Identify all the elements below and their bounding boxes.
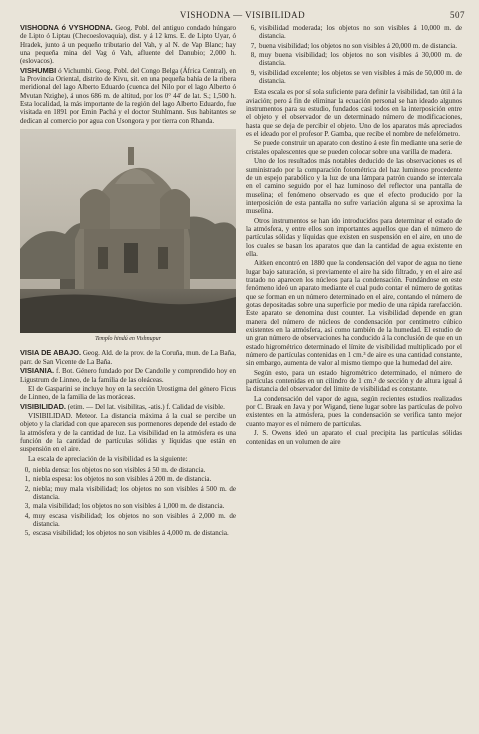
right-column — [246, 24, 462, 539]
entry-visiania: VISIANIA. f. Bot. Género fundado por De Candolle y comprendido hoy en Ligustrum de Linneo, de la familia de las oleáceas. — [20, 366, 236, 384]
temple-illustration — [20, 129, 236, 333]
scale-intro: La escala de apreciación de la visibilidad es la siguiente: — [28, 454, 188, 463]
scale-item: 3, mala visibilidad; los objetos no son visibles á 1,000 m. de distancia. — [24, 502, 225, 511]
running-title: VISHODNA — VISIBILIDAD — [179, 10, 306, 20]
paragraph: Esta escala es por sí sola suficiente para definir la visibilidad, tan útil á la aviación; pero á fin de eliminar la ecuación personal se han ideado algunos instrumentos para su estudio, fundados casi todos en la interposición entre el objeto y el observador de un determinado número de modificaciones, hasta que se deja de percibir el objeto. Uno de los aparatos más apreciados es el ideado por el profesor P. Gamba, que recibe el nombre de nefelómetro. — [246, 88, 462, 139]
entry-vishodna: VISHODNA ó VYSHODNA. Geog. Pobl. del antiguo condado húngaro de Lipto ó Liptau (Checoeslovaquia), dist. y á 12 kms. E. de Lipto Uyar, ó Hradek, junto á un pequeño tributario del Vah, y al N. de Vap Blanc; hay una pequeña mina del Vag ó Vah, afluente del Danubio; 2,000 h. (eslovacos). — [20, 23, 237, 66]
scale-item: 8, muy buena visibilidad; los objetos no son visibles á 30,000 m. de distancia. — [250, 51, 462, 68]
entry-vishumbi: VISHUMBI ó Vichumbi. Geog. Pobl. del Congo Belga (África Central), en la Provincia Oriental, distrito de Kivu, sit. en una pequeña bahía de la ribera meridional del lago Alberto Eduardo (cuenca del Nilo por el lago Alberto ó Mvutan Nzighe), á unos 686 m. de altitud, por los 0° 44′ de lat. S.; 1,500 h. Esta localidad, la más importante de la región del lago Alberto Eduardo, fue visitada en 1891 por Emin Pachá y el doctor Stuhlmann. Sus habitantes se dedican al comercio por agua con Usongora y por tierra con Rhanda. — [20, 65, 236, 125]
page-header — [20, 10, 465, 22]
paragraph: Uno de los resultados más notables deducido de las observaciones es el suministrado por la comparación fotométrica del haz luminoso procedente de un espejo parabólico y la luz de una lámpara patrón cuando se intercala en el camino seguido por el haz luminoso del reflector una pantalla de muselina; el fenómeno observado es que el efecto producido por la interposición de esta pantalla no sufre variación alguna si se aproxima la muselina. — [246, 157, 462, 216]
scale-item: 6, visibilidad moderada; los objetos no son visibles á 10,000 m. de distancia. — [250, 24, 462, 41]
visibility-scale-left — [20, 466, 236, 538]
temple-photo — [20, 129, 236, 333]
scale-item: 2, niebla; muy mala visibilidad; los objetos no son visibles á 500 m. de distancia. — [24, 484, 236, 501]
paragraph: Otros instrumentos se han ido introducidos para determinar el estado de la atmósfera, y entre ellos son importantes aquellos que dan el número de partículas sólidas y líquidas que existen en suspensión en el aire, en uno de los cuales se basan los aparatos que dan la cantidad de agua existente en ella. — [246, 216, 462, 258]
scale-item: 1, niebla espesa: los objetos no son visibles á 200 m. de distancia. — [24, 475, 212, 484]
entry-visia: VISIA DE ABAJO. Geog. Ald. de la prov. de la Coruña, mun. de La Baña, parr. de San Vicente de La Baña. — [20, 348, 236, 366]
entry-visibilidad: VISIBILIDAD. (etim. — Del lat. visibilitas, -atis.) f. Calidad de visible. — [20, 401, 225, 411]
paragraph: Según esto, para un estado higrométrico determinado, el número de partículas contenidas en un cilindro de 1 cm.² de sección y de altura igual á la distancia del observador del límite de visibilidad es constante. — [246, 368, 462, 394]
scale-item: 5, escasa visibilidad; los objetos no son visibles á 4,000 m. de distancia. — [24, 529, 229, 538]
paragraph: La condensación del vapor de agua, según recientes estudios realizados por C. Braak en Java y por Wigand, tiene lugar sobre las partículas de polvo existentes en la atmósfera, pues la condensación se verifica tanto mejor cuanto mayor es el número de partículas. — [246, 394, 462, 428]
scale-item: 9, visibilidad excelente; los objetos se ven visibles á más de 50,000 m. de distancia. — [250, 68, 462, 86]
page-number: 507 — [450, 10, 465, 20]
paragraph: Se puede construir un aparato con destino á este fin mediante una serie de cristales opalescentes que se pueden colocar sobre una varilla de madera. — [246, 139, 463, 156]
left-column — [20, 24, 236, 539]
scale-item: 0, niebla densa: los objetos no son visibles á 50 m. de distancia. — [24, 465, 206, 474]
scale-item: 4, muy escasa visibilidad; los objetos no son visibles á 2,000 m. de distancia. — [24, 511, 236, 528]
figure-caption: Templo hindú en Vishnupur — [95, 336, 161, 343]
paragraph: Aitken encontró en 1880 que la condensación del vapor de agua no tiene lugar bajo saturación, si previamente el aire ha sido filtrado, y en el aire así tratado no aparecen los núcleos para la condensación. Fundándose en este fenómeno ideó un aparato mediante el cual pudo contar el número de gotitas que se forman en un número determinado en el aire, contando el número de gotas depositadas sobre una superficie por medio de una rápida rarefacción. Este aparato se denomina dust counter. La visibilidad depende en gran manera del número de núcleos de condensación por centímetro cúbico existentes en la atmósfera, así como también de la humedad. El estudio de un gran número de observaciones ha conducido á la conclusión de que en un estado higrométrico determinado el límite de visibilidad multiplicado por el número de partículas contenidas en 1 cm.³ de aire es una cantidad constante, sin embargo, aumenta de valor al mismo tiempo que la humedad del aire. — [246, 259, 462, 368]
paragraph: J. S. Owens ideó un aparato el cual precipita las partículas sólidas contenidas en un volumen de aire — [246, 429, 462, 446]
visibilidad-meteor-paragraph: VISIBILIDAD. Meteor. La distancia máxima á la cual se percibe un objeto y la claridad con que aparecen sus pormenores depende del estado de la atmósfera y de la cantidad de luz. La visibilidad en la atmósfera es una función de la cantidad de partículas sólidas y líquidas que están en suspensión en el aire. — [20, 411, 236, 454]
visibility-scale-right — [246, 24, 462, 85]
entry-visiania-note: El de Gasparini se incluye hoy en la sección Urostigma del género Ficus de Linneo, de la familia de las moráceas. — [20, 384, 236, 402]
scale-item: 7, buena visibilidad; los objetos no son visibles á 20,000 m. de distancia. — [250, 41, 458, 50]
